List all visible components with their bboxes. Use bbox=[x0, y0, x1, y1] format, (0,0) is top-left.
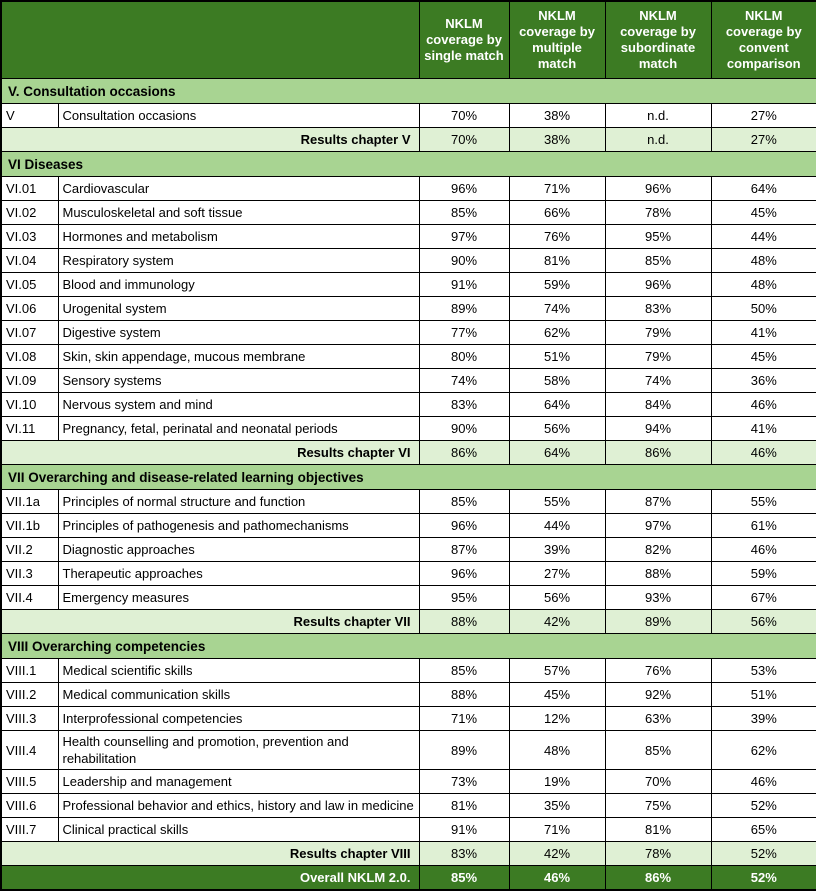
row-label: Medical scientific skills bbox=[58, 659, 419, 683]
row-value: 45% bbox=[509, 683, 605, 707]
row-value: 46% bbox=[711, 393, 816, 417]
row-label: Professional behavior and ethics, history and law in medicine bbox=[58, 794, 419, 818]
row-value: 87% bbox=[419, 538, 509, 562]
table-row bbox=[1, 818, 816, 842]
row-value: 74% bbox=[419, 369, 509, 393]
row-value: 48% bbox=[711, 249, 816, 273]
row-value: 52% bbox=[711, 866, 816, 891]
row-value: 48% bbox=[711, 273, 816, 297]
row-label: Leadership and management bbox=[58, 770, 419, 794]
row-code: VI.02 bbox=[1, 201, 58, 225]
row-value: 85% bbox=[419, 201, 509, 225]
row-value: 71% bbox=[509, 177, 605, 201]
row-value: 97% bbox=[605, 514, 711, 538]
row-code: VII.3 bbox=[1, 562, 58, 586]
row-value: 92% bbox=[605, 683, 711, 707]
row-label: Therapeutic approaches bbox=[58, 562, 419, 586]
row-value: 91% bbox=[419, 273, 509, 297]
row-value: 80% bbox=[419, 345, 509, 369]
row-value: 96% bbox=[419, 177, 509, 201]
row-value: 86% bbox=[605, 866, 711, 891]
table-row bbox=[1, 770, 816, 794]
results-label: Results chapter VI bbox=[1, 441, 419, 465]
row-value: 83% bbox=[419, 842, 509, 866]
section-title: VII Overarching and disease-related learning objectives bbox=[1, 465, 816, 490]
row-value: 96% bbox=[605, 273, 711, 297]
row-value: 83% bbox=[605, 297, 711, 321]
row-code: VIII.6 bbox=[1, 794, 58, 818]
row-label: Interprofessional competencies bbox=[58, 707, 419, 731]
row-value: 56% bbox=[509, 586, 605, 610]
table-row bbox=[1, 490, 816, 514]
row-value: 78% bbox=[605, 201, 711, 225]
row-value: 71% bbox=[419, 707, 509, 731]
section-header-row bbox=[1, 152, 816, 177]
row-label: Digestive system bbox=[58, 321, 419, 345]
row-value: 42% bbox=[509, 610, 605, 634]
row-value: 89% bbox=[419, 297, 509, 321]
row-value: 41% bbox=[711, 321, 816, 345]
table-row bbox=[1, 201, 816, 225]
table-row bbox=[1, 659, 816, 683]
row-value: 64% bbox=[711, 177, 816, 201]
row-value: 95% bbox=[605, 225, 711, 249]
row-value: 67% bbox=[711, 586, 816, 610]
table-row bbox=[1, 794, 816, 818]
row-value: 42% bbox=[509, 842, 605, 866]
row-value: 44% bbox=[509, 514, 605, 538]
row-value: 62% bbox=[509, 321, 605, 345]
row-value: 74% bbox=[509, 297, 605, 321]
row-value: 55% bbox=[711, 490, 816, 514]
row-code: VI.09 bbox=[1, 369, 58, 393]
row-value: 93% bbox=[605, 586, 711, 610]
row-value: n.d. bbox=[605, 104, 711, 128]
row-value: 85% bbox=[605, 731, 711, 770]
row-value: 77% bbox=[419, 321, 509, 345]
row-value: 36% bbox=[711, 369, 816, 393]
section-header-row bbox=[1, 79, 816, 104]
table-body bbox=[1, 79, 816, 891]
row-value: 74% bbox=[605, 369, 711, 393]
row-code: VI.10 bbox=[1, 393, 58, 417]
row-value: n.d. bbox=[605, 128, 711, 152]
results-row bbox=[1, 441, 816, 465]
row-label: Diagnostic approaches bbox=[58, 538, 419, 562]
section-title: V. Consultation occasions bbox=[1, 79, 816, 104]
row-code: VII.1b bbox=[1, 514, 58, 538]
table-row bbox=[1, 586, 816, 610]
row-value: 51% bbox=[509, 345, 605, 369]
row-label: Pregnancy, fetal, perinatal and neonatal periods bbox=[58, 417, 419, 441]
overall-label: Overall NKLM 2.0. bbox=[1, 866, 419, 891]
row-label: Emergency measures bbox=[58, 586, 419, 610]
row-value: 83% bbox=[419, 393, 509, 417]
row-value: 89% bbox=[419, 731, 509, 770]
row-value: 57% bbox=[509, 659, 605, 683]
table-row bbox=[1, 683, 816, 707]
table-row bbox=[1, 297, 816, 321]
row-code: VII.1a bbox=[1, 490, 58, 514]
row-code: VI.05 bbox=[1, 273, 58, 297]
row-value: 39% bbox=[711, 707, 816, 731]
row-value: 46% bbox=[711, 538, 816, 562]
row-value: 75% bbox=[605, 794, 711, 818]
row-value: 70% bbox=[605, 770, 711, 794]
row-value: 79% bbox=[605, 345, 711, 369]
row-value: 45% bbox=[711, 345, 816, 369]
row-value: 88% bbox=[605, 562, 711, 586]
row-label: Nervous system and mind bbox=[58, 393, 419, 417]
row-value: 88% bbox=[419, 610, 509, 634]
header-empty-cell bbox=[1, 1, 419, 79]
row-value: 56% bbox=[509, 417, 605, 441]
table-row bbox=[1, 104, 816, 128]
row-code: VI.04 bbox=[1, 249, 58, 273]
row-value: 86% bbox=[419, 441, 509, 465]
row-value: 81% bbox=[419, 794, 509, 818]
row-value: 70% bbox=[419, 104, 509, 128]
row-value: 62% bbox=[711, 731, 816, 770]
row-code: VII.2 bbox=[1, 538, 58, 562]
row-value: 85% bbox=[419, 490, 509, 514]
row-value: 27% bbox=[509, 562, 605, 586]
row-code: VIII.7 bbox=[1, 818, 58, 842]
row-value: 56% bbox=[711, 610, 816, 634]
row-value: 82% bbox=[605, 538, 711, 562]
table-row bbox=[1, 707, 816, 731]
row-value: 46% bbox=[509, 866, 605, 891]
row-value: 76% bbox=[605, 659, 711, 683]
row-code: VI.03 bbox=[1, 225, 58, 249]
results-row bbox=[1, 610, 816, 634]
row-value: 91% bbox=[419, 818, 509, 842]
row-value: 85% bbox=[419, 866, 509, 891]
row-value: 86% bbox=[605, 441, 711, 465]
table-row bbox=[1, 514, 816, 538]
row-value: 88% bbox=[419, 683, 509, 707]
row-label: Medical communication skills bbox=[58, 683, 419, 707]
row-label: Blood and immunology bbox=[58, 273, 419, 297]
row-value: 94% bbox=[605, 417, 711, 441]
row-code: VI.08 bbox=[1, 345, 58, 369]
row-label: Consultation occasions bbox=[58, 104, 419, 128]
row-value: 96% bbox=[419, 562, 509, 586]
row-value: 58% bbox=[509, 369, 605, 393]
row-value: 96% bbox=[605, 177, 711, 201]
row-value: 39% bbox=[509, 538, 605, 562]
table-row bbox=[1, 538, 816, 562]
table-row bbox=[1, 369, 816, 393]
row-value: 44% bbox=[711, 225, 816, 249]
row-code: VIII.4 bbox=[1, 731, 58, 770]
row-value: 71% bbox=[509, 818, 605, 842]
row-label: Clinical practical skills bbox=[58, 818, 419, 842]
results-label: Results chapter VIII bbox=[1, 842, 419, 866]
row-label: Skin, skin appendage, mucous membrane bbox=[58, 345, 419, 369]
row-value: 73% bbox=[419, 770, 509, 794]
column-header-multiple-match: NKLM coverage by multiple match bbox=[509, 1, 605, 79]
row-code: VIII.3 bbox=[1, 707, 58, 731]
table-row bbox=[1, 731, 816, 770]
table-row bbox=[1, 345, 816, 369]
table-row bbox=[1, 562, 816, 586]
row-value: 64% bbox=[509, 393, 605, 417]
row-value: 35% bbox=[509, 794, 605, 818]
row-value: 81% bbox=[605, 818, 711, 842]
row-code: VI.06 bbox=[1, 297, 58, 321]
row-value: 76% bbox=[509, 225, 605, 249]
table-row bbox=[1, 225, 816, 249]
row-value: 46% bbox=[711, 441, 816, 465]
row-label: Principles of pathogenesis and pathomechanisms bbox=[58, 514, 419, 538]
row-value: 97% bbox=[419, 225, 509, 249]
results-label: Results chapter VII bbox=[1, 610, 419, 634]
table-row bbox=[1, 321, 816, 345]
row-code: V bbox=[1, 104, 58, 128]
row-value: 64% bbox=[509, 441, 605, 465]
row-label: Respiratory system bbox=[58, 249, 419, 273]
table-row bbox=[1, 417, 816, 441]
row-code: VII.4 bbox=[1, 586, 58, 610]
row-value: 52% bbox=[711, 842, 816, 866]
row-value: 27% bbox=[711, 104, 816, 128]
overall-row bbox=[1, 866, 816, 891]
row-code: VIII.2 bbox=[1, 683, 58, 707]
row-value: 12% bbox=[509, 707, 605, 731]
row-value: 89% bbox=[605, 610, 711, 634]
column-header-single-match: NKLM coverage by single match bbox=[419, 1, 509, 79]
row-value: 38% bbox=[509, 104, 605, 128]
row-value: 48% bbox=[509, 731, 605, 770]
row-value: 61% bbox=[711, 514, 816, 538]
row-label: Principles of normal structure and function bbox=[58, 490, 419, 514]
row-value: 79% bbox=[605, 321, 711, 345]
row-value: 96% bbox=[419, 514, 509, 538]
row-value: 70% bbox=[419, 128, 509, 152]
table-row bbox=[1, 393, 816, 417]
row-value: 59% bbox=[509, 273, 605, 297]
row-value: 90% bbox=[419, 417, 509, 441]
column-header-subordinate-match: NKLM coverage by subordinate match bbox=[605, 1, 711, 79]
row-value: 46% bbox=[711, 770, 816, 794]
row-label: Sensory systems bbox=[58, 369, 419, 393]
section-title: VIII Overarching competencies bbox=[1, 634, 816, 659]
row-value: 41% bbox=[711, 417, 816, 441]
row-value: 55% bbox=[509, 490, 605, 514]
row-value: 81% bbox=[509, 249, 605, 273]
results-row bbox=[1, 128, 816, 152]
row-value: 53% bbox=[711, 659, 816, 683]
row-value: 90% bbox=[419, 249, 509, 273]
row-value: 59% bbox=[711, 562, 816, 586]
row-value: 65% bbox=[711, 818, 816, 842]
row-label: Cardiovascular bbox=[58, 177, 419, 201]
row-code: VIII.1 bbox=[1, 659, 58, 683]
row-code: VI.11 bbox=[1, 417, 58, 441]
row-label: Urogenital system bbox=[58, 297, 419, 321]
table-row bbox=[1, 273, 816, 297]
table-row bbox=[1, 177, 816, 201]
row-value: 38% bbox=[509, 128, 605, 152]
section-title: VI Diseases bbox=[1, 152, 816, 177]
row-label: Health counselling and promotion, prevention and rehabilitation bbox=[58, 731, 419, 770]
row-value: 27% bbox=[711, 128, 816, 152]
table-row bbox=[1, 249, 816, 273]
row-label: Musculoskeletal and soft tissue bbox=[58, 201, 419, 225]
results-row bbox=[1, 842, 816, 866]
row-code: VI.01 bbox=[1, 177, 58, 201]
row-code: VIII.5 bbox=[1, 770, 58, 794]
section-header-row bbox=[1, 634, 816, 659]
row-value: 78% bbox=[605, 842, 711, 866]
row-value: 95% bbox=[419, 586, 509, 610]
table-header-row bbox=[1, 1, 816, 79]
row-label: Hormones and metabolism bbox=[58, 225, 419, 249]
row-value: 85% bbox=[605, 249, 711, 273]
row-value: 50% bbox=[711, 297, 816, 321]
row-value: 84% bbox=[605, 393, 711, 417]
row-value: 87% bbox=[605, 490, 711, 514]
row-code: VI.07 bbox=[1, 321, 58, 345]
section-header-row bbox=[1, 465, 816, 490]
results-label: Results chapter V bbox=[1, 128, 419, 152]
row-value: 63% bbox=[605, 707, 711, 731]
row-value: 66% bbox=[509, 201, 605, 225]
row-value: 52% bbox=[711, 794, 816, 818]
row-value: 51% bbox=[711, 683, 816, 707]
row-value: 85% bbox=[419, 659, 509, 683]
column-header-convent-comparison: NKLM coverage by convent comparison bbox=[711, 1, 816, 79]
row-value: 45% bbox=[711, 201, 816, 225]
row-value: 19% bbox=[509, 770, 605, 794]
